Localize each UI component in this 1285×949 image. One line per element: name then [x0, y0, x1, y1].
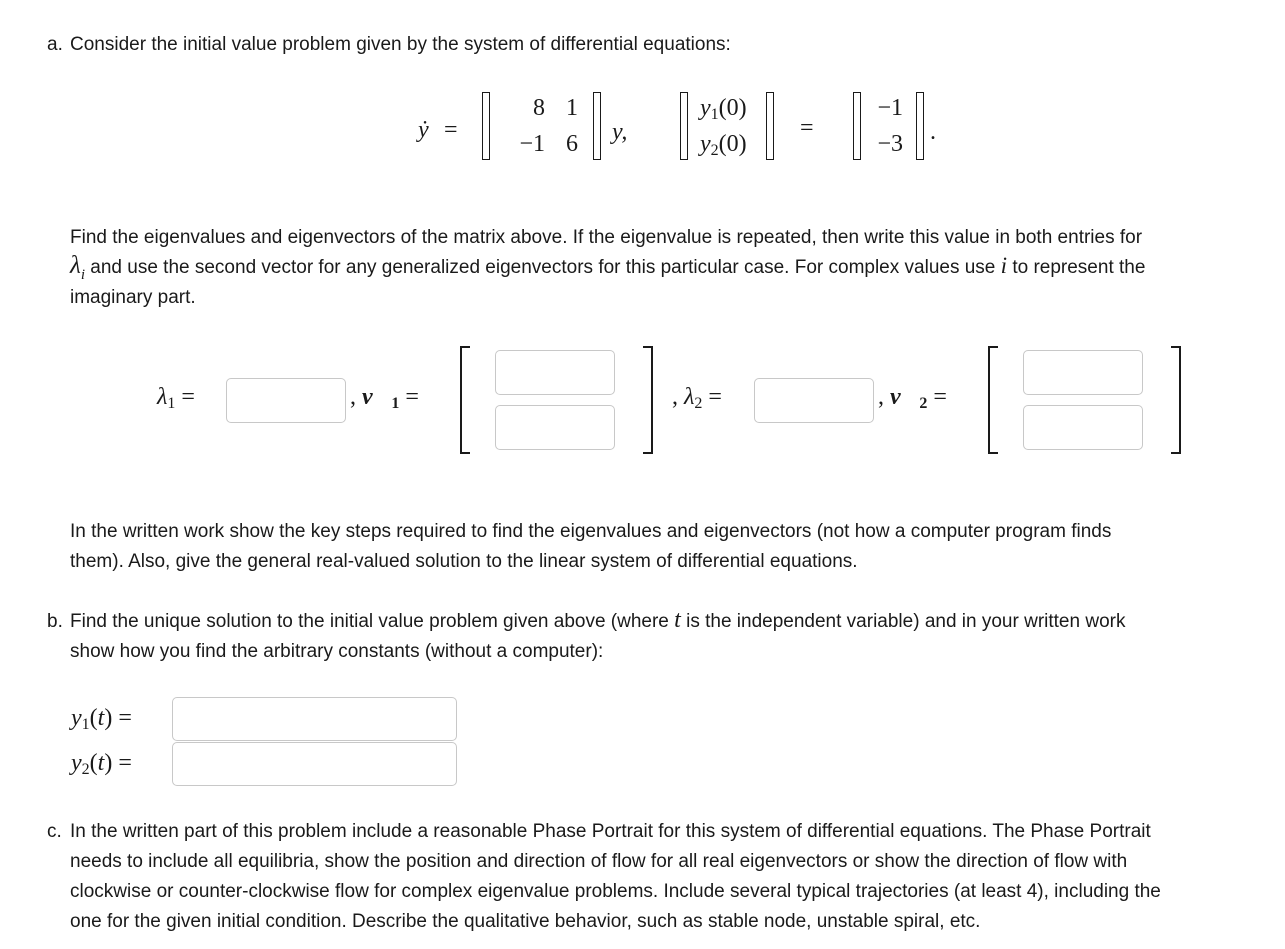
- y1-input[interactable]: [172, 697, 457, 741]
- ic-value-2: −3: [877, 131, 903, 157]
- ode-system: [0, 0, 1285, 200]
- ic-equals: =: [800, 115, 814, 141]
- v2-left-bracket: [988, 346, 998, 454]
- lambda1-label: $\lambda_1$ =: [157, 384, 195, 412]
- v1-right-bracket: [643, 346, 653, 454]
- period: .: [930, 119, 936, 145]
- lambda2-label: , $\lambda_2$ =: [672, 384, 722, 412]
- v2-top-input[interactable]: [1023, 350, 1143, 395]
- eigen-instructions: [70, 223, 1280, 313]
- matrix-right-bracket: [593, 92, 601, 160]
- part-c-line-3: clockwise or counter-clockwise flow for complex eigenvalue problems. Include several typical trajectories (at least 4), including the: [70, 881, 1161, 902]
- lambda2-input[interactable]: [754, 378, 874, 423]
- eigen-instructions-line-1: Find the eigenvalues and eigenvectors of the matrix above. If the eigenvalue is repeated, then write this value in both entries for: [70, 227, 1143, 248]
- part-a-label: a.: [47, 34, 63, 55]
- y2-label: $y_2(t)$ =: [71, 750, 132, 778]
- y-dot: ẏ: [418, 117, 429, 143]
- y1-label: $y_1(t)$ =: [71, 705, 132, 733]
- v2-bottom-input[interactable]: [1023, 405, 1143, 450]
- part-a-intro: Consider the initial value problem given by the system of differential equations:: [70, 34, 731, 55]
- part-c-line-2: needs to include all equilibria, show the position and direction of flow for all real eigenvectors or show the direction of flow with: [70, 851, 1128, 872]
- y-vector: y,: [612, 119, 628, 145]
- ic-value-1: −1: [877, 95, 903, 121]
- written-work-line-2: them). Also, give the general real-valued solution to the linear system of differential equations.: [70, 551, 858, 572]
- v1-label: , $v_1$ =: [350, 384, 419, 412]
- written-work-line-1: In the written work show the key steps required to find the eigenvalues and eigenvectors (not how a computer program finds: [70, 521, 1112, 542]
- ic-value-right-bracket: [916, 92, 924, 160]
- ic-right-bracket: [766, 92, 774, 160]
- matrix-a21: −1: [519, 131, 545, 157]
- ic-y1: $y_1(0)$: [700, 95, 747, 123]
- equals-sign: =: [444, 117, 458, 143]
- lambda-i-symbol: $\lambda_i$: [70, 252, 85, 283]
- y2-input[interactable]: [172, 742, 457, 786]
- imaginary-unit-symbol: i: [1000, 253, 1008, 278]
- v2-label: , $v_2$ =: [878, 384, 947, 412]
- matrix-a11: 8: [533, 95, 545, 121]
- matrix-a12: 1: [566, 95, 578, 121]
- part-b-line-1: Find the unique solution to the initial value problem given above (where t is the independent variable) and in your written work: [70, 607, 1126, 633]
- part-c-label: c.: [47, 821, 62, 842]
- v1-bottom-input[interactable]: [495, 405, 615, 450]
- eigen-instructions-line-2: $\lambda_i$ and use the second vector for any generalized eigenvectors for this particular case. For complex values use i to represent the: [70, 252, 1146, 283]
- v1-top-input[interactable]: [495, 350, 615, 395]
- ic-y2: $y_2(0)$: [700, 131, 747, 159]
- part-c-line-1: In the written part of this problem include a reasonable Phase Portrait for this system of differential equations. The Phase Portrait: [70, 821, 1151, 842]
- eigen-instructions-line-3: imaginary part.: [70, 287, 196, 308]
- part-b-label: b.: [47, 611, 63, 632]
- written-work-text: [70, 517, 1111, 577]
- part-c-line-4: one for the given initial condition. Describe the qualitative behavior, such as stable node, unstable spiral, etc.: [70, 911, 981, 932]
- part-b-text: [70, 607, 1125, 667]
- v1-left-bracket: [460, 346, 470, 454]
- part-c-text: [70, 817, 1161, 937]
- matrix-a22: 6: [566, 131, 578, 157]
- matrix-left-bracket: [482, 92, 490, 160]
- t-variable: t: [674, 607, 681, 633]
- lambda1-input[interactable]: [226, 378, 346, 423]
- v2-right-bracket: [1171, 346, 1181, 454]
- part-b-line-2: show how you find the arbitrary constants (without a computer):: [70, 641, 604, 662]
- ic-left-bracket: [680, 92, 688, 160]
